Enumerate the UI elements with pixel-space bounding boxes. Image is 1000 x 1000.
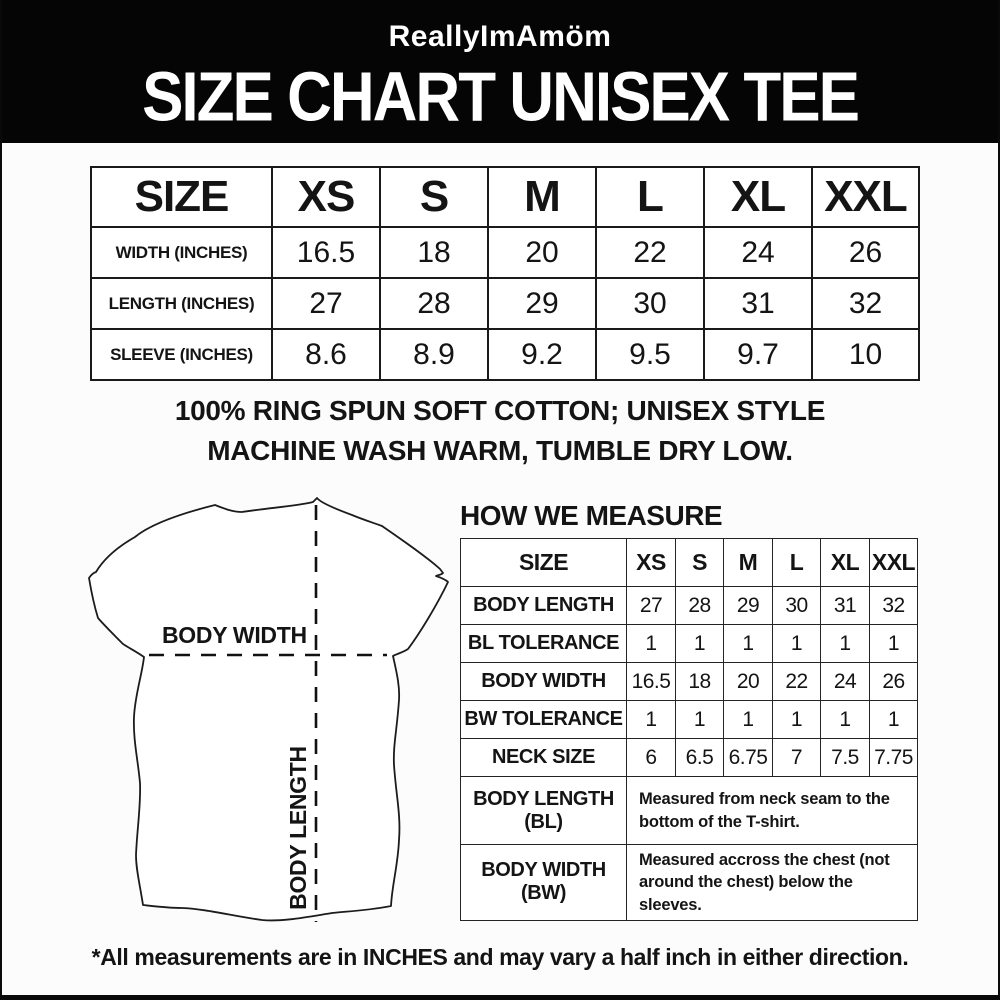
measure-value-cell: 1 [627, 701, 676, 739]
size-value-cell: 27 [272, 278, 380, 329]
definition-row-body-width [461, 845, 918, 921]
measure-header-cell: SIZE [461, 539, 627, 587]
size-chart-header-cell: SIZE [91, 167, 272, 227]
measure-value-cell: 1 [773, 701, 821, 739]
tshirt-diagram [52, 485, 462, 935]
measure-header-cell: XXL [870, 539, 918, 587]
size-value-cell: 32 [812, 278, 919, 329]
measure-row-neck-size [461, 739, 918, 777]
measure-value-cell: 26 [870, 663, 918, 701]
size-value-cell: 9.7 [704, 329, 812, 380]
page-title: SIZE CHART UNISEX TEE [142, 59, 858, 137]
size-chart-header-cell: XL [704, 167, 812, 227]
size-chart-header-cell: XS [272, 167, 380, 227]
measure-value-cell: 1 [821, 701, 870, 739]
definition-term-abbr: (BW) [520, 882, 567, 905]
measure-value-cell: 7.75 [870, 739, 918, 777]
size-value-cell: 20 [488, 227, 596, 278]
care-text-line2: MACHINE WASH WARM, TUMBLE DRY LOW. [207, 435, 793, 466]
measure-value-cell: 6.75 [724, 739, 773, 777]
size-chart-header-row [91, 167, 919, 227]
measure-row-label: BODY WIDTH [461, 663, 627, 701]
measure-header-cell: L [773, 539, 821, 587]
measure-row-bw-tolerance [461, 701, 918, 739]
definition-term [461, 845, 627, 921]
measure-value-cell: 20 [724, 663, 773, 701]
measure-value-cell: 1 [627, 625, 676, 663]
definition-row-body-length [461, 777, 918, 845]
measure-header-cell: S [676, 539, 724, 587]
size-value-cell: 22 [596, 227, 704, 278]
tshirt-outline [89, 498, 448, 920]
measure-value-cell: 1 [676, 625, 724, 663]
measure-header-cell: XL [821, 539, 870, 587]
measure-value-cell: 1 [870, 701, 918, 739]
measure-value-cell: 7 [773, 739, 821, 777]
body-length-label: BODY LENGTH [285, 746, 311, 910]
measure-value-cell: 22 [773, 663, 821, 701]
size-value-cell: 8.6 [272, 329, 380, 380]
size-value-cell: 18 [380, 227, 488, 278]
care-text-line1: 100% RING SPUN SOFT COTTON; UNISEX STYLE [174, 395, 826, 426]
size-value-cell: 29 [488, 278, 596, 329]
measure-value-cell: 16.5 [627, 663, 676, 701]
definition-term [461, 777, 627, 845]
size-chart-row-sleeve [91, 329, 919, 380]
row-label: SLEEVE (INCHES) [91, 329, 272, 380]
measure-row-label: BW TOLERANCE [461, 701, 627, 739]
measure-value-cell: 29 [724, 587, 773, 625]
measure-table [460, 538, 918, 921]
care-text [2, 391, 998, 471]
measure-value-cell: 18 [676, 663, 724, 701]
measure-value-cell: 27 [627, 587, 676, 625]
row-label: WIDTH (INCHES) [91, 227, 272, 278]
definition-description: Measured accross the chest (not around the chest) below the sleeves. [627, 845, 918, 921]
brand-logo: ReallyImAmöm [388, 20, 612, 53]
measure-value-cell: 30 [773, 587, 821, 625]
size-chart-table [90, 166, 920, 381]
measure-value-cell: 1 [676, 701, 724, 739]
definition-term-text: BODY LENGTH [473, 787, 614, 810]
definition-term-abbr: (BL) [524, 810, 563, 833]
measure-value-cell: 31 [821, 587, 870, 625]
size-value-cell: 10 [812, 329, 919, 380]
measure-header-row [461, 539, 918, 587]
size-value-cell: 24 [704, 227, 812, 278]
measure-value-cell: 24 [821, 663, 870, 701]
size-value-cell: 9.5 [596, 329, 704, 380]
footnote: *All measurements are in INCHES and may vary a half inch in either direction. [91, 944, 909, 970]
measure-value-cell: 1 [773, 625, 821, 663]
row-label: LENGTH (INCHES) [91, 278, 272, 329]
measure-header-cell: M [724, 539, 773, 587]
size-value-cell: 26 [812, 227, 919, 278]
size-chart-row-width [91, 227, 919, 278]
size-value-cell: 28 [380, 278, 488, 329]
measure-row-body-length [461, 587, 918, 625]
header-band [0, 0, 1000, 143]
measure-value-cell: 1 [821, 625, 870, 663]
size-value-cell: 30 [596, 278, 704, 329]
measure-value-cell: 28 [676, 587, 724, 625]
definition-description: Measured from neck seam to the bottom of the T-shirt. [627, 777, 918, 845]
measure-value-cell: 1 [870, 625, 918, 663]
measure-value-cell: 1 [724, 625, 773, 663]
measure-header-cell: XS [627, 539, 676, 587]
measure-value-cell: 7.5 [821, 739, 870, 777]
size-value-cell: 16.5 [272, 227, 380, 278]
size-chart-row-length [91, 278, 919, 329]
definition-term-text: BODY WIDTH [481, 859, 606, 882]
size-chart-header-cell: L [596, 167, 704, 227]
measure-value-cell: 6 [627, 739, 676, 777]
measure-row-body-width [461, 663, 918, 701]
size-chart-header-cell: XXL [812, 167, 919, 227]
size-chart-header-cell: M [488, 167, 596, 227]
measure-row-bl-tolerance [461, 625, 918, 663]
measure-row-label: NECK SIZE [461, 739, 627, 777]
measure-row-label: BL TOLERANCE [461, 625, 627, 663]
size-value-cell: 8.9 [380, 329, 488, 380]
size-value-cell: 9.2 [488, 329, 596, 380]
size-chart-header-cell: S [380, 167, 488, 227]
measure-value-cell: 1 [724, 701, 773, 739]
body-width-label: BODY WIDTH [162, 622, 307, 648]
how-we-measure-heading: HOW WE MEASURE [460, 500, 723, 531]
measure-value-cell: 6.5 [676, 739, 724, 777]
measure-value-cell: 32 [870, 587, 918, 625]
size-value-cell: 31 [704, 278, 812, 329]
measure-row-label: BODY LENGTH [461, 587, 627, 625]
